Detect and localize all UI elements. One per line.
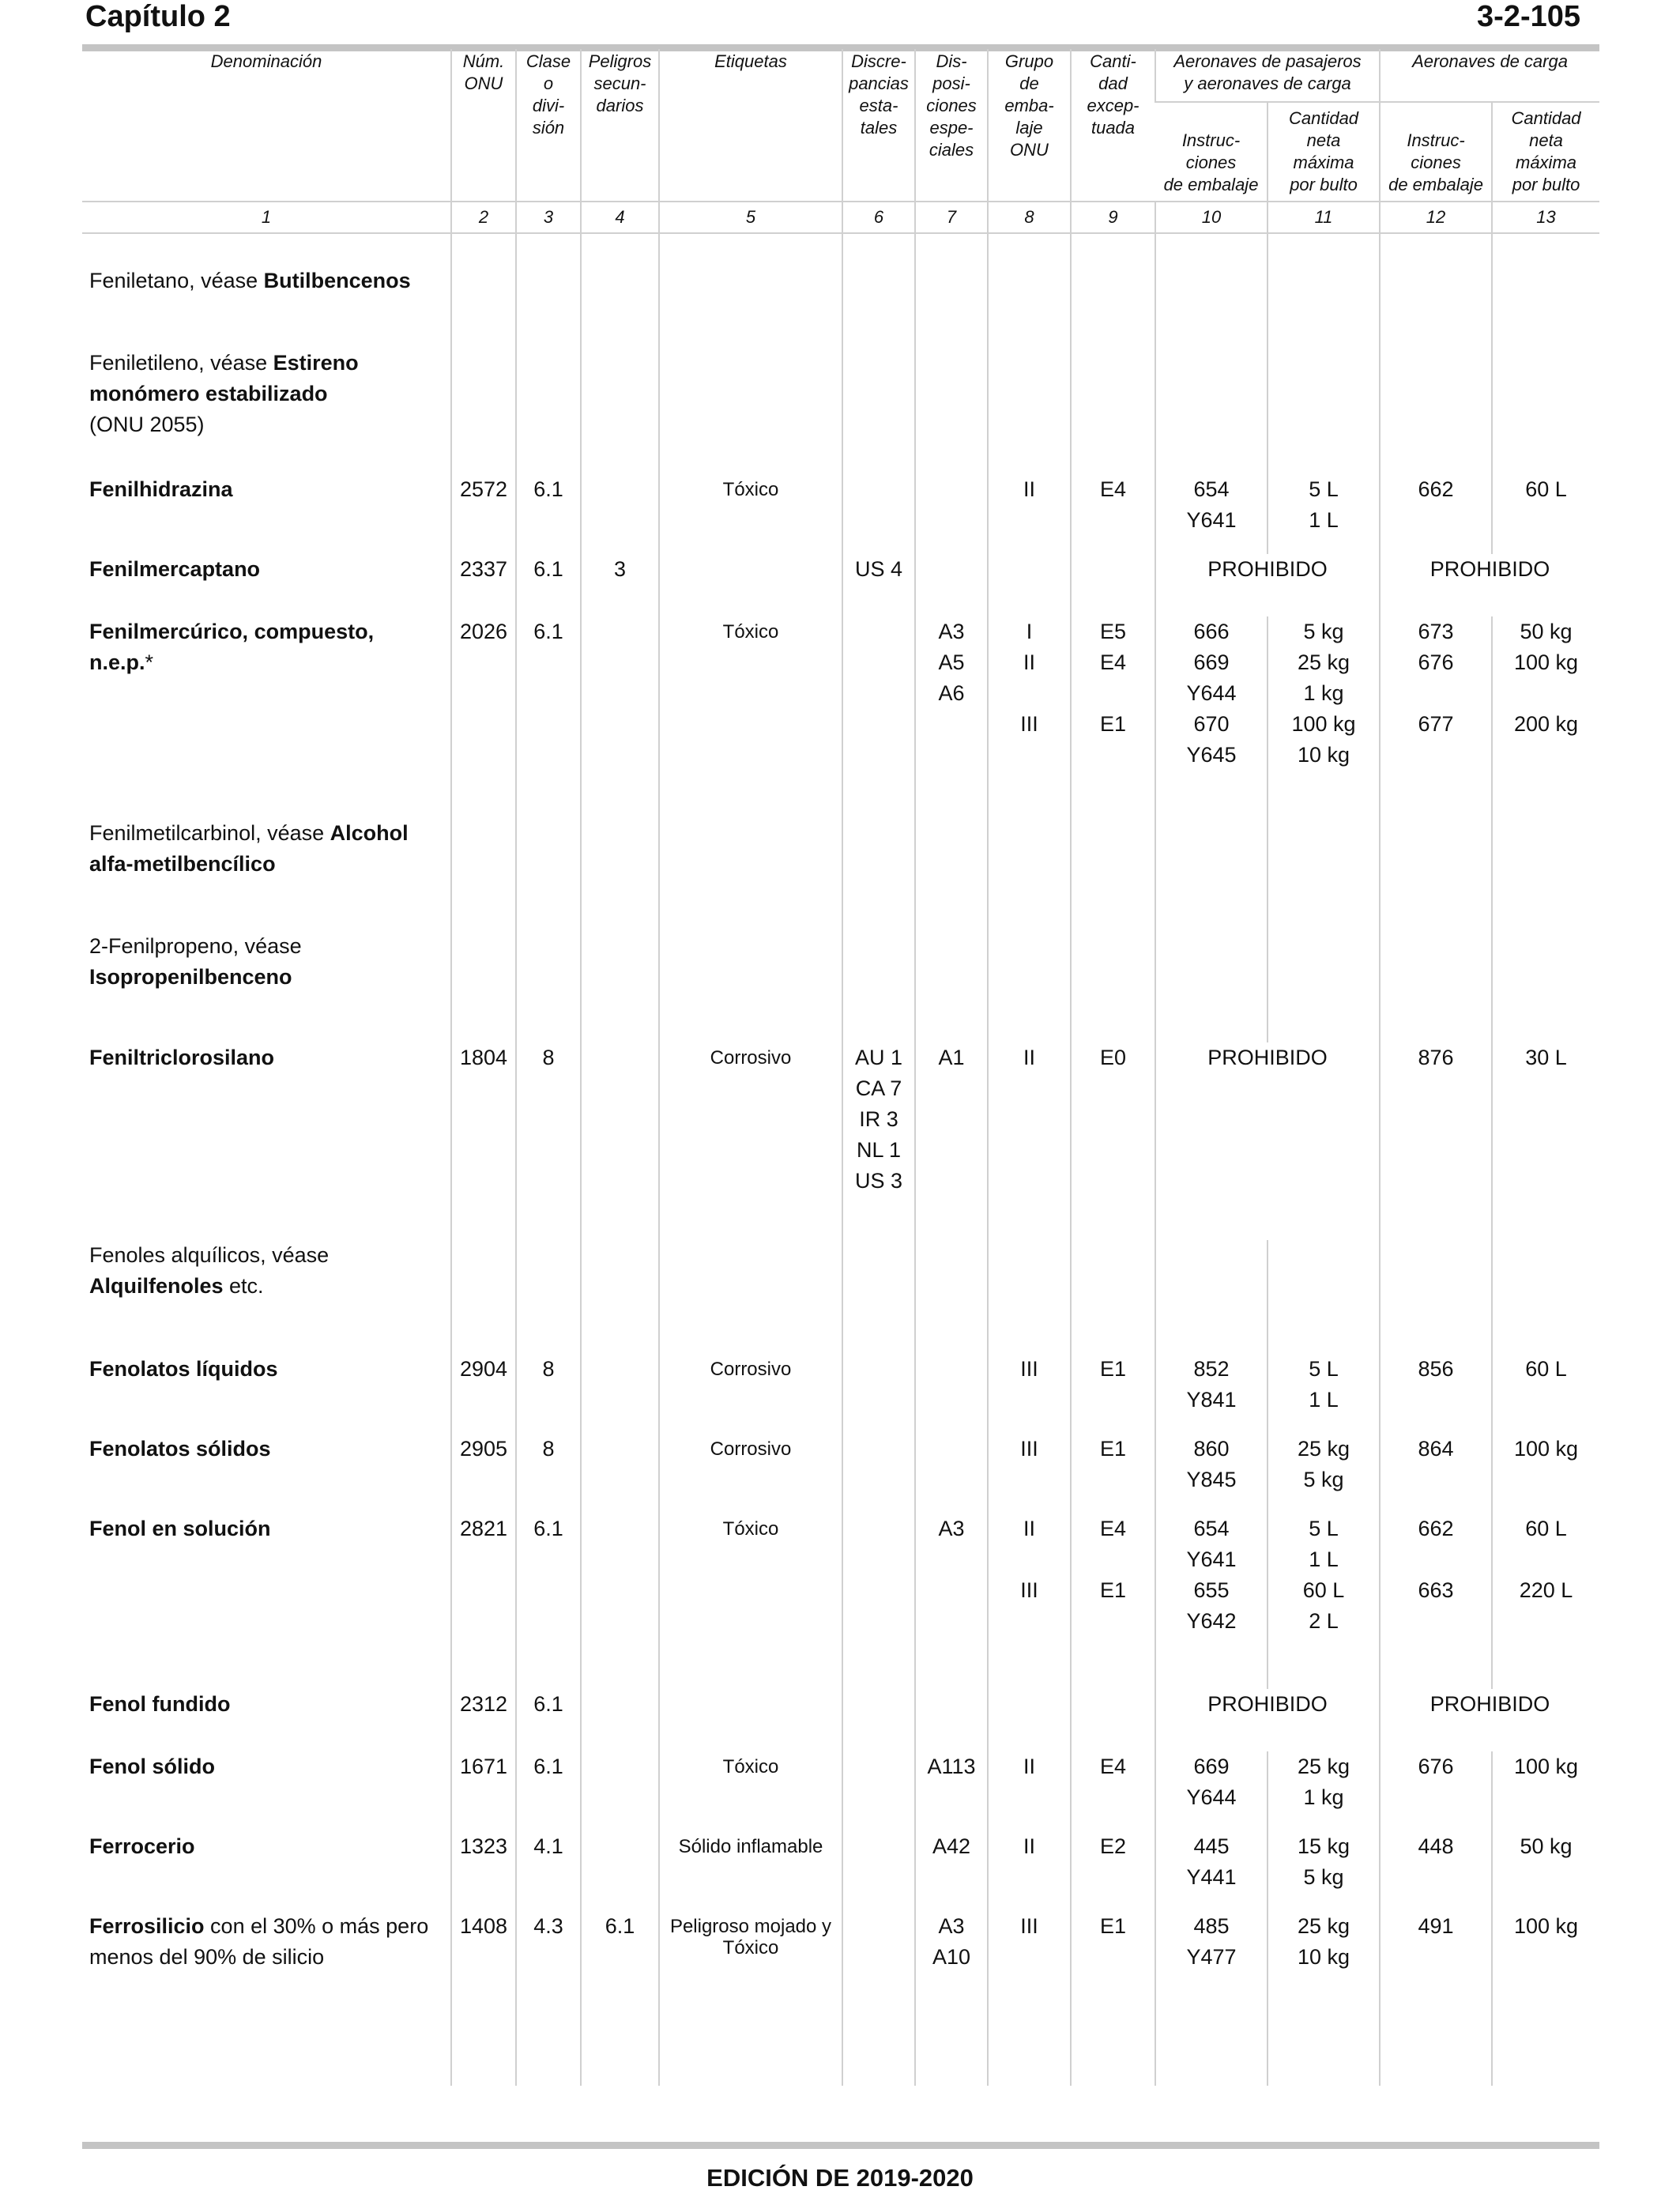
column-number: 8 — [988, 202, 1071, 233]
passenger-instruction-cell: 654 Y641 — [1155, 474, 1268, 554]
special-provision-cell: A113 — [915, 1751, 988, 1831]
passenger-instruction-cell: 669 Y644 — [1155, 1751, 1268, 1831]
passenger-quantity-cell: 15 kg 5 kg — [1268, 1831, 1380, 1911]
empty-cell — [1492, 348, 1599, 474]
class-cell: 6.1 — [516, 1514, 581, 1689]
empty-cell — [842, 931, 915, 1042]
empty-cell — [1155, 266, 1268, 348]
packing-group-cell: II — [988, 474, 1071, 554]
excepted-quantity-cell: E1 — [1071, 1911, 1155, 1991]
excepted-quantity-cell: E4 — [1071, 1751, 1155, 1831]
packing-group-cell: III — [988, 1354, 1071, 1434]
subsidiary-risk-cell — [581, 1751, 659, 1831]
denominacion-cell — [82, 818, 451, 931]
subsidiary-risk-cell — [581, 616, 659, 818]
substance-name: Fenolatos líquidos — [89, 1357, 278, 1381]
packing-group-cell: II — [988, 1751, 1071, 1831]
col-discrepancias: Discre- pancias esta- tales — [842, 49, 915, 202]
passenger-forbidden-cell: PROHIBIDO — [1155, 1689, 1380, 1751]
label-cell: Tóxico — [659, 1751, 842, 1831]
filler-row — [82, 1991, 1599, 2086]
empty-cell — [1268, 348, 1380, 474]
group-pasajeros: Aeronaves de pasajeros y aeronaves de carga — [1155, 49, 1380, 102]
empty-cell — [915, 931, 988, 1042]
empty-cell — [581, 348, 659, 474]
empty-cell — [842, 348, 915, 474]
cross-reference-row — [82, 818, 1599, 931]
denominacion-cell — [82, 1689, 451, 1751]
empty-cell — [988, 266, 1071, 348]
table-row — [82, 1751, 1599, 1831]
excepted-quantity-cell: E2 — [1071, 1831, 1155, 1911]
spacer-cell — [1071, 233, 1155, 266]
passenger-quantity-cell: 5 L 1 L 60 L 2 L — [1268, 1514, 1380, 1689]
cargo-quantity-cell: 50 kg — [1492, 1831, 1599, 1911]
label-cell: Corrosivo — [659, 1434, 842, 1514]
passenger-quantity-cell: 25 kg 1 kg — [1268, 1751, 1380, 1831]
spacer-cell — [1155, 233, 1268, 266]
empty-cell — [842, 1240, 915, 1354]
un-number-cell: 2821 — [451, 1514, 516, 1689]
table-row — [82, 1831, 1599, 1911]
edition-footer: EDICIÓN DE 2019-2020 — [706, 2164, 974, 2192]
substance-name: Fenilhidrazina — [89, 477, 233, 501]
spacer-cell — [1492, 1991, 1599, 2086]
un-number-cell: 1323 — [451, 1831, 516, 1911]
excepted-quantity-cell: E5 E4 E1 — [1071, 616, 1155, 818]
packing-group-cell: II III — [988, 1514, 1071, 1689]
table-row — [82, 1689, 1599, 1751]
bottom-rule — [82, 2142, 1599, 2149]
passenger-instruction-cell: 860 Y845 — [1155, 1434, 1268, 1514]
class-cell: 8 — [516, 1354, 581, 1434]
un-number-cell: 1804 — [451, 1042, 516, 1240]
empty-cell — [842, 266, 915, 348]
passenger-forbidden-cell: PROHIBIDO — [1155, 1042, 1380, 1240]
spacer-cell — [516, 233, 581, 266]
empty-cell — [1071, 818, 1155, 931]
col-instrucciones-pasajeros: Instruc- ciones de embalaje — [1163, 130, 1259, 194]
column-number: 12 — [1380, 202, 1492, 233]
empty-cell — [581, 931, 659, 1042]
spacer-cell — [451, 233, 516, 266]
un-number-cell: 2026 — [451, 616, 516, 818]
cross-reference-row — [82, 1240, 1599, 1354]
label-cell: Tóxico — [659, 1514, 842, 1689]
column-number: 7 — [915, 202, 988, 233]
subsidiary-risk-cell — [581, 1434, 659, 1514]
substance-name: Feniletileno, véase Estireno monómero estabilizado (ONU 2055) — [89, 351, 359, 436]
spacer-cell — [915, 1991, 988, 2086]
cargo-instruction-cell: 448 — [1380, 1831, 1492, 1911]
excepted-quantity-cell: E4 E1 — [1071, 1514, 1155, 1689]
cargo-quantity-cell: 100 kg — [1492, 1434, 1599, 1514]
cargo-instruction-cell: 856 — [1380, 1354, 1492, 1434]
substance-name: 2-Fenilpropeno, véase Isopropenilbenceno — [89, 934, 302, 989]
col-disposiciones: Dis- posi- ciones espe- ciales — [915, 49, 988, 202]
denominacion-cell — [82, 1514, 451, 1689]
state-variation-cell — [842, 474, 915, 554]
packing-group-cell — [988, 1689, 1071, 1751]
packing-group-cell: III — [988, 1434, 1071, 1514]
cargo-quantity-cell: 60 L — [1492, 474, 1599, 554]
special-provision-cell — [915, 474, 988, 554]
spacer-cell — [516, 1991, 581, 2086]
empty-cell — [988, 818, 1071, 931]
passenger-quantity-cell: 5 L 1 L — [1268, 1354, 1380, 1434]
passenger-quantity-cell: 25 kg 5 kg — [1268, 1434, 1380, 1514]
empty-cell — [581, 818, 659, 931]
column-number: 6 — [842, 202, 915, 233]
empty-cell — [1268, 818, 1380, 931]
cargo-instruction-cell: 662 — [1380, 474, 1492, 554]
empty-cell — [516, 1240, 581, 1354]
empty-cell — [1071, 1240, 1155, 1354]
empty-cell — [451, 348, 516, 474]
empty-cell — [659, 348, 842, 474]
col-cantidad-pasajeros: Cantidad neta máxima por bulto — [1268, 102, 1380, 202]
denominacion-cell — [82, 554, 451, 616]
denominacion-cell — [82, 1354, 451, 1434]
packing-group-cell: I II III — [988, 616, 1071, 818]
cargo-quantity-cell: 100 kg — [1492, 1911, 1599, 1991]
excepted-quantity-cell: E1 — [1071, 1354, 1155, 1434]
cargo-instruction-cell: 864 — [1380, 1434, 1492, 1514]
empty-cell — [659, 266, 842, 348]
column-number: 2 — [451, 202, 516, 233]
denominacion-cell — [82, 1240, 451, 1354]
empty-cell — [451, 818, 516, 931]
table-row — [82, 1911, 1599, 1991]
special-provision-cell — [915, 1434, 988, 1514]
state-variation-cell — [842, 1689, 915, 1751]
column-number: 1 — [82, 202, 451, 233]
empty-cell — [451, 931, 516, 1042]
subsidiary-risk-cell — [581, 474, 659, 554]
excepted-quantity-cell: E4 — [1071, 474, 1155, 554]
denominacion-cell — [82, 1042, 451, 1240]
empty-cell — [451, 1240, 516, 1354]
substance-name: Feniltriclorosilano — [89, 1046, 275, 1069]
column-number: 11 — [1268, 202, 1380, 233]
empty-cell — [1071, 266, 1155, 348]
spacer-cell — [451, 1991, 516, 2086]
spacer-cell — [581, 233, 659, 266]
substance-name: Ferrocerio — [89, 1834, 195, 1858]
class-cell: 8 — [516, 1042, 581, 1240]
excepted-quantity-cell — [1071, 1689, 1155, 1751]
column-number: 10 — [1155, 202, 1268, 233]
cargo-quantity-cell: 100 kg — [1492, 1751, 1599, 1831]
class-cell: 6.1 — [516, 616, 581, 818]
special-provision-cell: A3 A10 — [915, 1911, 988, 1991]
empty-cell — [988, 931, 1071, 1042]
spacer-cell — [1492, 233, 1599, 266]
empty-cell — [1071, 348, 1155, 474]
column-number: 9 — [1071, 202, 1155, 233]
empty-cell — [915, 348, 988, 474]
label-cell: Tóxico — [659, 474, 842, 554]
denominacion-cell — [82, 266, 451, 348]
spacer-cell — [659, 233, 842, 266]
empty-cell — [1380, 931, 1492, 1042]
packing-group-cell: II — [988, 1042, 1071, 1240]
un-number-cell: 2904 — [451, 1354, 516, 1434]
table-row — [82, 1354, 1599, 1434]
subsidiary-risk-cell — [581, 1831, 659, 1911]
cross-reference-row — [82, 931, 1599, 1042]
class-cell: 6.1 — [516, 554, 581, 616]
label-cell — [659, 1689, 842, 1751]
spacer-cell — [659, 1991, 842, 2086]
special-provision-cell — [915, 1354, 988, 1434]
substance-name: Fenol sólido — [89, 1755, 215, 1778]
substance-name: Fenilmercaptano — [89, 557, 261, 581]
cargo-instruction-cell: 676 — [1380, 1751, 1492, 1831]
un-number-cell: 2905 — [451, 1434, 516, 1514]
special-provision-cell: A1 — [915, 1042, 988, 1240]
class-cell: 6.1 — [516, 1689, 581, 1751]
spacer-cell — [842, 1991, 915, 2086]
empty-cell — [1380, 1240, 1492, 1354]
table-header — [82, 49, 1599, 233]
spacer-cell — [581, 1991, 659, 2086]
empty-cell — [516, 818, 581, 931]
excepted-quantity-cell — [1071, 554, 1155, 616]
passenger-instruction-cell: 654 Y641 655 Y642 — [1155, 1514, 1268, 1689]
empty-cell — [1492, 818, 1599, 931]
col-num-onu: Núm. ONU — [451, 49, 516, 202]
subsidiary-risk-cell — [581, 1689, 659, 1751]
table-row — [82, 616, 1599, 818]
spacer-cell — [1380, 233, 1492, 266]
label-cell — [659, 554, 842, 616]
subsidiary-risk-cell — [581, 1042, 659, 1240]
label-cell: Peligroso mojado y Tóxico — [659, 1911, 842, 1991]
class-cell: 4.3 — [516, 1911, 581, 1991]
substance-name: Fenol en solución — [89, 1517, 271, 1540]
empty-cell — [1071, 931, 1155, 1042]
passenger-instruction-cell: 445 Y441 — [1155, 1831, 1268, 1911]
col-denominacion: Denominación — [82, 49, 451, 202]
passenger-forbidden-cell: PROHIBIDO — [1155, 554, 1380, 616]
empty-cell — [988, 1240, 1071, 1354]
excepted-quantity-cell: E1 — [1071, 1434, 1155, 1514]
substance-name: Fenilmetilcarbinol, véase Alcohol alfa-metilbencílico — [89, 821, 409, 876]
denominacion-cell — [82, 1831, 451, 1911]
empty-cell — [1268, 266, 1380, 348]
cargo-quantity-cell: 30 L — [1492, 1042, 1599, 1240]
label-cell: Sólido inflamable — [659, 1831, 842, 1911]
col-clase: Clase o divi- sión — [516, 49, 581, 202]
spacer-cell — [842, 233, 915, 266]
dangerous-goods-table — [82, 49, 1599, 2086]
spacer-cell — [1268, 233, 1380, 266]
empty-cell — [516, 266, 581, 348]
group-carga: Aeronaves de carga — [1380, 49, 1599, 102]
label-cell: Tóxico — [659, 616, 842, 818]
column-number: 13 — [1492, 202, 1599, 233]
subsidiary-risk-cell: 3 — [581, 554, 659, 616]
cross-reference-row — [82, 266, 1599, 348]
empty-cell — [581, 266, 659, 348]
spacer-cell — [1071, 1991, 1155, 2086]
empty-cell — [1155, 931, 1268, 1042]
table-body — [82, 233, 1599, 2086]
table-row — [82, 1434, 1599, 1514]
substance-name: Fenol fundido — [89, 1692, 231, 1716]
column-number: 3 — [516, 202, 581, 233]
column-number-row — [82, 202, 1599, 233]
spacer-cell — [1155, 1991, 1268, 2086]
table-row — [82, 1514, 1599, 1689]
cargo-quantity-cell: 50 kg 100 kg 200 kg — [1492, 616, 1599, 818]
substance-name: Ferrosilicio con el 30% o más pero menos del 90% de silicio — [89, 1914, 429, 1969]
passenger-instruction-cell: 852 Y841 — [1155, 1354, 1268, 1434]
subsidiary-risk-cell — [581, 1354, 659, 1434]
substance-name: Fenolatos sólidos — [89, 1437, 271, 1461]
spacer-cell — [1268, 1991, 1380, 2086]
state-variation-cell: AU 1 CA 7 IR 3 NL 1 US 3 — [842, 1042, 915, 1240]
empty-cell — [1380, 818, 1492, 931]
cargo-instruction-cell: 662 663 — [1380, 1514, 1492, 1689]
denominacion-cell — [82, 931, 451, 1042]
packing-group-cell — [988, 554, 1071, 616]
state-variation-cell: US 4 — [842, 554, 915, 616]
table-row — [82, 1042, 1599, 1240]
empty-cell — [516, 348, 581, 474]
column-number: 5 — [659, 202, 842, 233]
empty-cell — [516, 931, 581, 1042]
state-variation-cell — [842, 1831, 915, 1911]
passenger-quantity-cell: 5 kg 25 kg 1 kg 100 kg 10 kg — [1268, 616, 1380, 818]
un-number-cell: 1408 — [451, 1911, 516, 1991]
col-peligros: Peligros secun- darios — [581, 49, 659, 202]
empty-cell — [1268, 931, 1380, 1042]
special-provision-cell: A42 — [915, 1831, 988, 1911]
denominacion-cell — [82, 348, 451, 474]
spacer-cell — [988, 1991, 1071, 2086]
chapter-title: Capítulo 2 — [85, 0, 231, 33]
col-instrucciones-carga: Instruc- ciones de embalaje — [1380, 102, 1492, 202]
empty-cell — [581, 1240, 659, 1354]
un-number-cell: 1671 — [451, 1751, 516, 1831]
empty-cell — [659, 818, 842, 931]
empty-cell — [1492, 1240, 1599, 1354]
un-number-cell: 2312 — [451, 1689, 516, 1751]
class-cell: 4.1 — [516, 1831, 581, 1911]
spacer-cell — [82, 233, 451, 266]
spacer-cell — [915, 233, 988, 266]
empty-cell — [1268, 1240, 1380, 1354]
cross-reference-row — [82, 348, 1599, 474]
table-row — [82, 474, 1599, 554]
special-provision-cell: A3 — [915, 1514, 988, 1689]
empty-cell — [915, 266, 988, 348]
empty-cell — [915, 1240, 988, 1354]
empty-cell — [1380, 348, 1492, 474]
state-variation-cell — [842, 1751, 915, 1831]
state-variation-cell — [842, 616, 915, 818]
cargo-quantity-cell: 60 L — [1492, 1354, 1599, 1434]
denominacion-cell — [82, 1751, 451, 1831]
un-number-cell: 2572 — [451, 474, 516, 554]
empty-cell — [1155, 818, 1268, 931]
passenger-quantity-cell: 5 L 1 L — [1268, 474, 1380, 554]
substance-name: Feniletano, véase Butilbencenos — [89, 269, 411, 292]
table-row — [82, 554, 1599, 616]
empty-cell — [915, 818, 988, 931]
class-cell: 6.1 — [516, 1751, 581, 1831]
un-number-cell: 2337 — [451, 554, 516, 616]
empty-cell — [1492, 931, 1599, 1042]
state-variation-cell — [842, 1911, 915, 1991]
class-cell: 8 — [516, 1434, 581, 1514]
passenger-instruction-cell: 485 Y477 — [1155, 1911, 1268, 1991]
empty-cell — [988, 348, 1071, 474]
cargo-instruction-cell: 876 — [1380, 1042, 1492, 1240]
passenger-quantity-cell: 25 kg 10 kg — [1268, 1911, 1380, 1991]
page-number: 3-2-105 — [1477, 0, 1580, 33]
state-variation-cell — [842, 1434, 915, 1514]
cargo-instruction-cell: 673 676 677 — [1380, 616, 1492, 818]
state-variation-cell — [842, 1514, 915, 1689]
packing-group-cell: III — [988, 1911, 1071, 1991]
special-provision-cell — [915, 554, 988, 616]
empty-cell — [659, 1240, 842, 1354]
col-grupo: Grupo de emba- laje ONU — [988, 49, 1071, 202]
subsidiary-risk-cell — [581, 1514, 659, 1689]
class-cell: 6.1 — [516, 474, 581, 554]
label-cell: Corrosivo — [659, 1042, 842, 1240]
denominacion-cell — [82, 1434, 451, 1514]
col-cantidad-carga: Cantidad neta máxima por bulto — [1492, 102, 1599, 202]
spacer-cell — [1380, 1991, 1492, 2086]
empty-cell — [659, 931, 842, 1042]
subsidiary-risk-cell: 6.1 — [581, 1911, 659, 1991]
denominacion-cell — [82, 616, 451, 818]
excepted-quantity-cell: E0 — [1071, 1042, 1155, 1240]
cargo-instruction-cell: 491 — [1380, 1911, 1492, 1991]
col-etiquetas: Etiquetas — [659, 49, 842, 202]
empty-cell — [842, 818, 915, 931]
special-provision-cell: A3 A5 A6 — [915, 616, 988, 818]
empty-cell — [1380, 266, 1492, 348]
cargo-quantity-cell: 60 L 220 L — [1492, 1514, 1599, 1689]
state-variation-cell — [842, 1354, 915, 1434]
passenger-instruction-cell: 666 669 Y644 670 Y645 — [1155, 616, 1268, 818]
column-number: 4 — [581, 202, 659, 233]
empty-cell — [1155, 348, 1268, 474]
col-cantidad-exceptuada: Canti- dad excep- tuada — [1071, 49, 1155, 202]
denominacion-cell — [82, 474, 451, 554]
empty-cell — [451, 266, 516, 348]
cargo-forbidden-cell: PROHIBIDO — [1380, 554, 1599, 616]
empty-cell — [1492, 266, 1599, 348]
special-provision-cell — [915, 1689, 988, 1751]
cargo-forbidden-cell: PROHIBIDO — [1380, 1689, 1599, 1751]
spacer-cell — [988, 233, 1071, 266]
spacer-cell — [82, 1991, 451, 2086]
label-cell: Corrosivo — [659, 1354, 842, 1434]
substance-name: Fenoles alquílicos, véase Alquilfenoles etc. — [89, 1243, 330, 1298]
empty-cell — [1155, 1240, 1268, 1354]
denominacion-cell — [82, 1911, 451, 1991]
substance-name: Fenilmercúrico, compuesto, n.e.p.* — [89, 620, 375, 674]
packing-group-cell: II — [988, 1831, 1071, 1911]
